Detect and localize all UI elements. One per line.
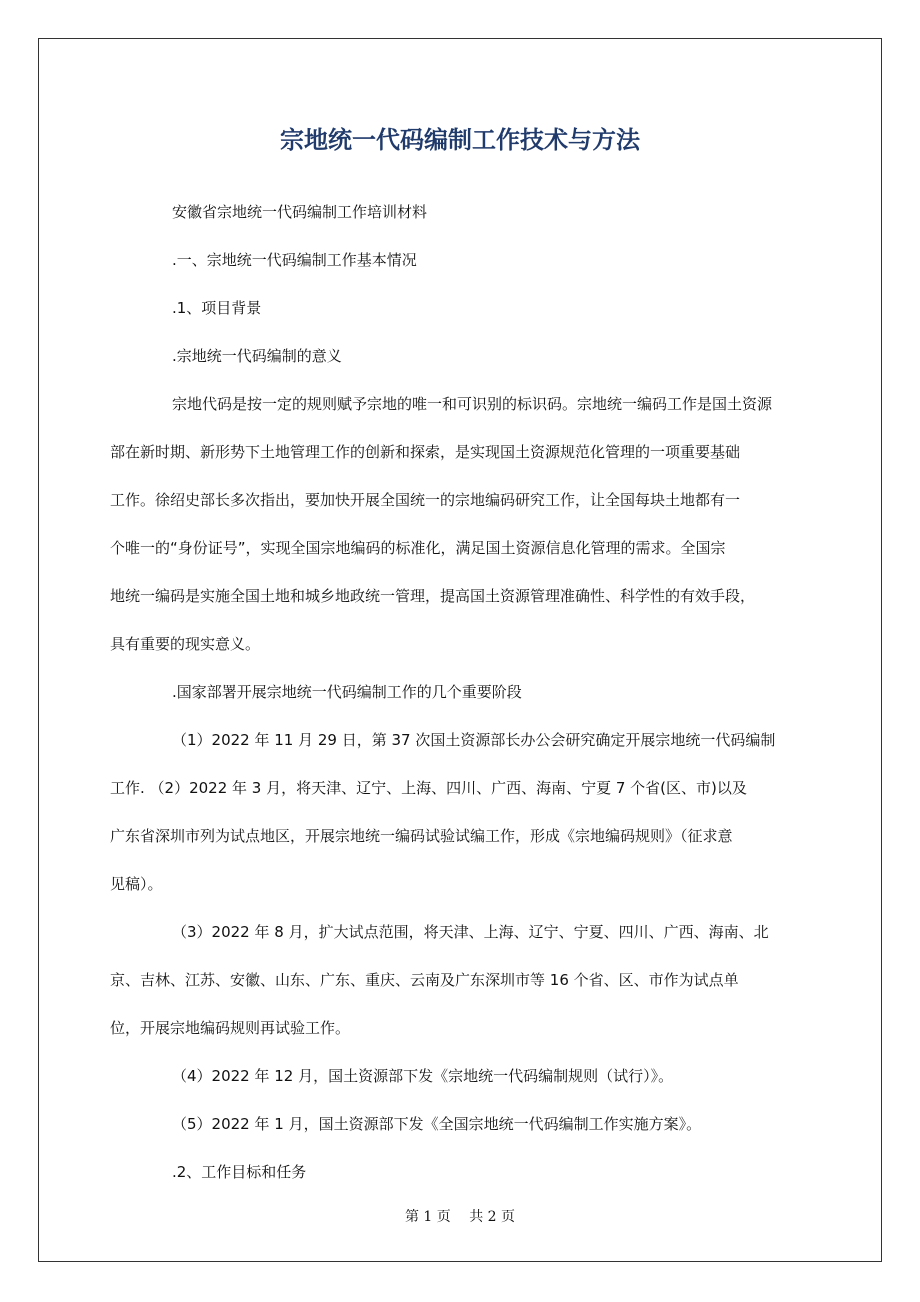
text-line: .2、工作目标和任务 [172, 1163, 307, 1181]
text-line: 安徽省宗地统一代码编制工作培训材料 [172, 203, 428, 221]
text-line: 京、吉林、江苏、安徽、山东、广东、重庆、云南及广东深圳市等 16 个省、区、市作为试点单 [110, 971, 739, 989]
document-body [110, 196, 790, 1204]
text-line: （1）2022 年 11 月 29 日，第 37 次国土资源部长办公会研究确定开展宗地统一代码编制 [172, 731, 776, 749]
text-line: .1、项目背景 [172, 299, 262, 317]
document-title: 宗地统一代码编制工作技术与方法 [280, 126, 640, 154]
text-line: 个唯一的“身份证号”，实现全国宗地编码的标准化，满足国土资源信息化管理的需求。全国宗 [110, 539, 726, 557]
text-line: 广东省深圳市列为试点地区，开展宗地统一编码试验试编工作，形成《宗地编码规则》（征求意 [110, 827, 733, 845]
text-line: 见稿）。 [110, 875, 163, 893]
text-line: .国家部署开展宗地统一代码编制工作的几个重要阶段 [172, 683, 522, 701]
text-line: 工作。徐绍史部长多次指出，要加快开展全国统一的宗地编码研究工作，让全国每块土地都有一 [110, 491, 741, 509]
text-line: 部在新时期、新形势下土地管理工作的创新和探索，是实现国土资源规范化管理的一项重要基础 [110, 443, 741, 461]
page-footer: 第 1 页 共 2 页 [404, 1209, 516, 1225]
text-line: （3）2022 年 8 月，扩大试点范围，将天津、上海、辽宁、宁夏、四川、广西、海南、北 [172, 923, 769, 941]
text-line: .一、宗地统一代码编制工作基本情况 [172, 251, 417, 269]
text-line: .宗地统一代码编制的意义 [172, 347, 342, 365]
text-line: （5）2022 年 1 月，国土资源部下发《全国宗地统一代码编制工作实施方案》。 [172, 1115, 702, 1133]
text-line: 具有重要的现实意义。 [110, 635, 261, 653]
text-line: 位，开展宗地编码规则再试验工作。 [110, 1019, 351, 1037]
text-line: 宗地代码是按一定的规则赋予宗地的唯一和可识别的标识码。宗地统一编码工作是国土资源 [172, 395, 773, 413]
text-line: （4）2022 年 12 月，国土资源部下发《宗地统一代码编制规则（试行）》。 [172, 1067, 674, 1085]
text-line: 地统一编码是实施全国土地和城乡地政统一管理，提高国土资源管理准确性、科学性的有效手段， [110, 587, 756, 605]
text-line: 工作. （2）2022 年 3 月，将天津、辽宁、上海、四川、广西、海南、宁夏 7 个省(区、市)以及 [110, 779, 747, 797]
